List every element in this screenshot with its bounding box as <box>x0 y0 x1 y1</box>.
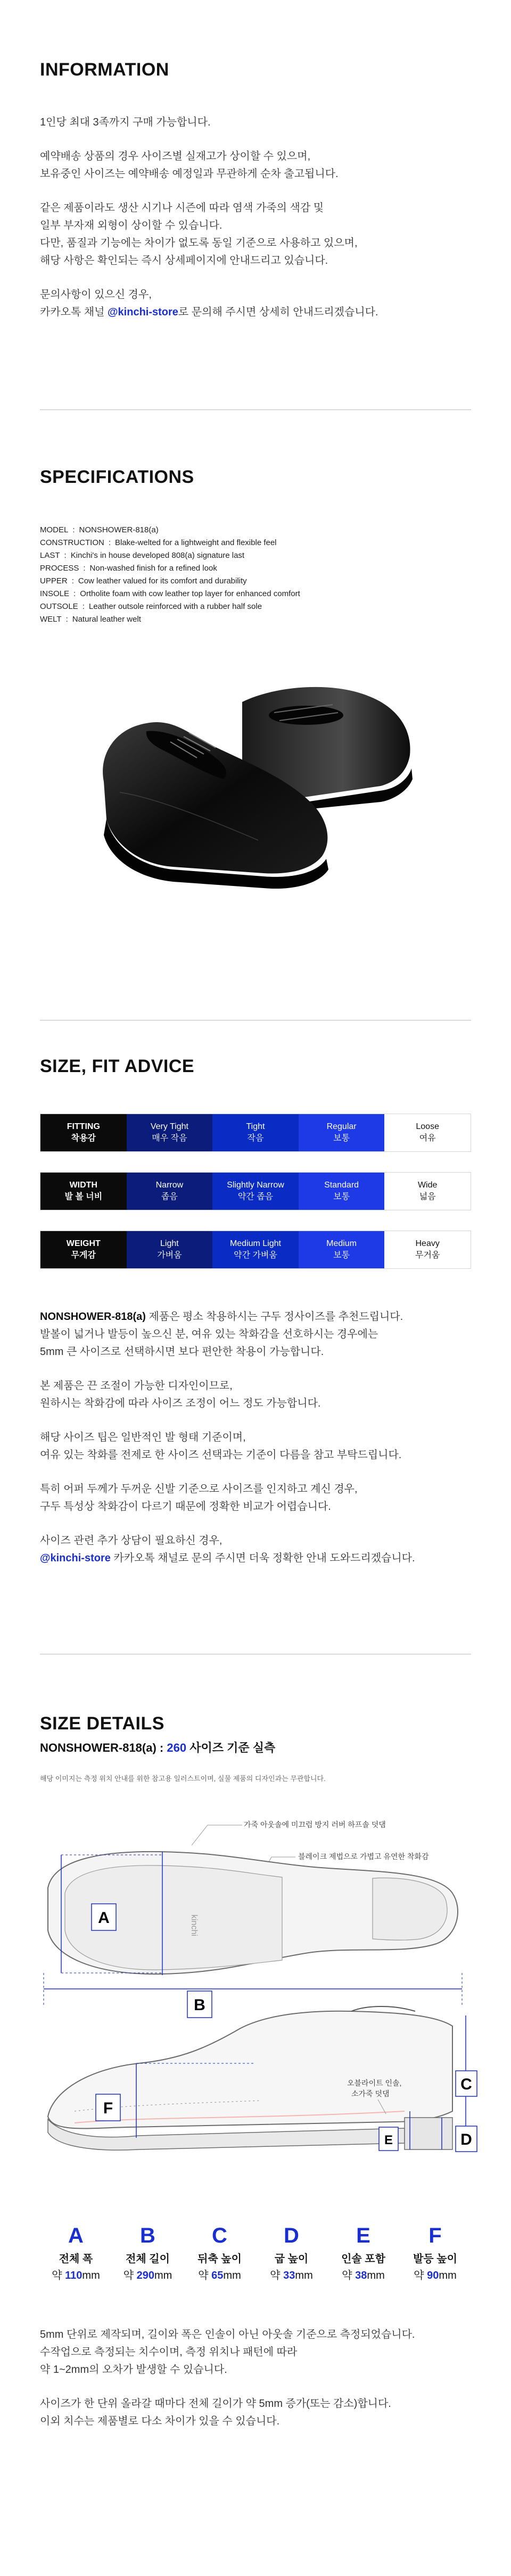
legend-prefix: 약 <box>270 2270 284 2281</box>
spec-key: OUTSOLE <box>40 602 78 611</box>
scale-cell-ko: 무거움 <box>415 1251 440 1260</box>
scale-cell <box>127 1231 213 1268</box>
width-scale-head <box>40 1173 127 1210</box>
scale-cell <box>127 1173 213 1210</box>
legend-unit: mm <box>367 2270 385 2281</box>
info-line: 1인당 최대 3족까지 구매 가능합니다. <box>40 116 211 128</box>
legend-label: 뒤축 높이 <box>197 2253 242 2265</box>
spec-row <box>40 537 300 549</box>
weight-scale <box>40 1231 471 1269</box>
spec-key: MODEL <box>40 525 69 534</box>
legend-letter: D <box>284 2224 299 2247</box>
scale-cell-en: Medium Light <box>229 1239 281 1248</box>
annotation-half-sole: 가죽 아웃솔에 미끄럼 방지 러버 하프솔 덧댐 <box>244 1820 386 1829</box>
legend-unit: mm <box>82 2270 100 2281</box>
measurement-legend <box>40 2224 471 2282</box>
spec-value: Kinchi's in house developed 808(a) signature last <box>70 551 245 560</box>
spec-key: CONSTRUCTION <box>40 538 104 547</box>
size-details-subtitle <box>40 1739 275 1755</box>
scale-cell-en: Light <box>160 1239 179 1248</box>
legend-number: 90 <box>427 2270 439 2281</box>
information-text <box>40 114 378 321</box>
section-divider <box>40 1020 471 1021</box>
legend-item <box>327 2224 399 2282</box>
scale-cell-en: Very Tight <box>150 1122 188 1131</box>
spec-separator: : <box>73 589 76 598</box>
spec-value: Leather outsole reinforced with a rubber half sole <box>88 602 262 611</box>
spec-row <box>40 575 300 588</box>
subtitle-text: 사이즈 기준 실측 <box>186 1741 276 1754</box>
legend-unit: mm <box>223 2270 241 2281</box>
legend-unit: mm <box>295 2270 313 2281</box>
annotation-insole-2: 소가죽 덧댐 <box>351 2089 390 2098</box>
spec-separator: : <box>82 602 85 611</box>
scale-cell-selected <box>299 1231 385 1268</box>
scale-cell-ko: 작음 <box>247 1134 264 1143</box>
spec-row <box>40 549 300 562</box>
spec-separator: : <box>71 576 74 586</box>
scale-cell <box>212 1173 299 1210</box>
legend-value <box>112 2266 184 2282</box>
label-e: E <box>384 2133 393 2147</box>
advice-line: 5mm 큰 사이즈로 선택하시면 보다 편안한 착용이 가능합니다. <box>40 1346 324 1358</box>
scale-cell-en: Regular <box>326 1122 357 1131</box>
specifications-title: SPECIFICATIONS <box>40 467 194 487</box>
legend-number: 38 <box>355 2270 367 2281</box>
spec-key: INSOLE <box>40 589 70 598</box>
spec-separator: : <box>65 615 68 624</box>
legend-value <box>256 2266 327 2282</box>
legend-label: 전체 길이 <box>126 2253 170 2265</box>
legend-letter: E <box>356 2224 370 2247</box>
scale-cell-en: Medium <box>326 1239 357 1248</box>
info-line: 문의사항이 있으신 경우, <box>40 289 152 300</box>
info-line: 예약배송 상품의 경우 사이즈별 실재고가 상이할 수 있으며, <box>40 150 311 162</box>
spec-separator: : <box>108 538 111 547</box>
footnote-line: 약 1~2mm의 오차가 발생할 수 있습니다. <box>40 2364 227 2376</box>
scale-cell-ko: 약간 가벼움 <box>234 1251 277 1260</box>
info-line: 일부 부자재 외형이 상이할 수 있습니다. <box>40 220 222 231</box>
legend-prefix: 약 <box>198 2270 212 2281</box>
footnote-line: 5mm 단위로 제작되며, 길이와 폭은 인솔이 아닌 아웃솔 기준으로 측정되었습니다. <box>40 2329 415 2340</box>
advice-line <box>40 1308 415 1326</box>
info-text: 로 문의해 주시면 상세히 안내드리겠습니다. <box>178 306 378 318</box>
scale-cell-ko: 약간 좁음 <box>237 1192 274 1201</box>
spec-key: WELT <box>40 615 62 624</box>
scale-cell-ko: 보통 <box>333 1134 350 1143</box>
legend-label: 굽 높이 <box>274 2253 309 2265</box>
legend-item <box>184 2224 256 2282</box>
legend-value <box>327 2266 399 2282</box>
side-heel <box>405 2118 452 2150</box>
measurement-diagram <box>32 1813 479 2186</box>
scale-cell-selected <box>299 1173 385 1210</box>
legend-label: 인솔 포함 <box>341 2253 385 2265</box>
spec-value: Non-washed finish for a refined look <box>89 564 217 573</box>
label-b: B <box>194 1996 205 2014</box>
scale-cell-ko: 매우 작음 <box>152 1134 187 1143</box>
shoe-photo <box>83 665 428 899</box>
subtitle-sep: : <box>156 1741 167 1754</box>
advice-line: 해당 사이즈 팁은 일반적인 발 형태 기준이며, <box>40 1432 246 1443</box>
info-line: 해당 사항은 확인되는 즉시 상세페이지에 안내드리고 있습니다. <box>40 255 328 266</box>
spec-value: Ortholite foam with cow leather top layer for enhanced comfort <box>80 589 300 598</box>
info-line: 다만, 품질과 기능에는 차이가 없도록 동일 기준으로 사용하고 있으며, <box>40 237 358 249</box>
footnote-line: 사이즈가 한 단위 올라갈 때마다 전체 길이가 약 5mm 증가(또는 감소)합니다. <box>40 2398 391 2410</box>
legend-letter: C <box>212 2224 227 2247</box>
kakao-channel-link[interactable]: @kinchi-store <box>108 306 178 318</box>
info-text: 카카오톡 채널 <box>40 306 108 318</box>
scale-cell-en: Narrow <box>155 1181 184 1190</box>
scale-head-ko: 발 볼 너비 <box>64 1192 103 1201</box>
annotation-insole-1: 오블라이트 인솔, <box>347 2079 402 2087</box>
legend-label: 발등 높이 <box>413 2253 457 2265</box>
footnote-line: 수작업으로 측정되는 치수이며, 측정 위치나 패턴에 따라 <box>40 2346 298 2358</box>
insole-brand: kinchi <box>189 1914 199 1936</box>
legend-item <box>399 2224 471 2282</box>
legend-item <box>40 2224 112 2282</box>
spec-row <box>40 588 300 600</box>
spec-separator: : <box>72 525 75 534</box>
scale-cell-ko: 넓음 <box>419 1192 436 1201</box>
advice-line: 여유 있는 착화를 전제로 한 사이즈 선택과는 기준이 다름을 참고 부탁드립니다. <box>40 1449 402 1461</box>
model-name: NONSHOWER-818(a) <box>40 1311 146 1323</box>
subtitle-model: NONSHOWER-818(a) <box>40 1741 156 1754</box>
spec-row <box>40 600 300 613</box>
section-divider <box>40 409 471 410</box>
legend-value <box>40 2266 112 2282</box>
subtitle-size: 260 <box>167 1741 187 1754</box>
scale-cell-en: Slightly Narrow <box>227 1181 284 1190</box>
legend-unit: mm <box>154 2270 172 2281</box>
scale-cell-ko: 좁음 <box>161 1192 178 1201</box>
spec-value: NONSHOWER-818(a) <box>79 525 159 534</box>
fit-advice-title: SIZE, FIT ADVICE <box>40 1056 195 1076</box>
fit-advice-text <box>40 1308 415 1567</box>
scale-cell-en: Heavy <box>415 1239 440 1248</box>
spec-key: LAST <box>40 551 60 560</box>
scale-cell-en: Wide <box>417 1181 438 1190</box>
scale-cell-en: Loose <box>416 1122 439 1131</box>
legend-letter: B <box>140 2224 155 2247</box>
leader-line <box>192 1825 242 1845</box>
footnote-line: 이외 치수는 제품별로 다소 차이가 있을 수 있습니다. <box>40 2415 280 2427</box>
legend-letter: A <box>68 2224 84 2247</box>
spec-value: Blake-welted for a lightweight and flexible feel <box>115 538 277 547</box>
legend-letter: F <box>428 2224 442 2247</box>
label-a: A <box>98 1909 110 1927</box>
label-d: D <box>460 2131 472 2148</box>
spec-list <box>40 524 300 626</box>
advice-line: 특히 어퍼 두께가 두꺼운 신발 기준으로 사이즈를 인지하고 계신 경우, <box>40 1483 358 1495</box>
spec-value: Cow leather valued for its comfort and durability <box>78 576 247 586</box>
advice-text: 카카오톡 채널로 문의 주시면 더욱 정확한 안내 도와드리겠습니다. <box>110 1552 415 1564</box>
fitting-scale-head <box>40 1114 127 1151</box>
scale-cell-ko: 보통 <box>333 1192 350 1201</box>
legend-label: 전체 폭 <box>59 2253 93 2265</box>
scale-cell-en: Tight <box>246 1122 265 1131</box>
spec-separator: : <box>83 564 86 573</box>
spec-row <box>40 613 300 626</box>
scale-cell-selected <box>299 1114 385 1151</box>
scale-head-ko: 착용감 <box>71 1134 96 1143</box>
information-title: INFORMATION <box>40 60 169 80</box>
spec-row <box>40 524 300 537</box>
scale-head-en: FITTING <box>67 1122 100 1131</box>
label-f: F <box>103 2100 113 2117</box>
illustration-note: 해당 이미지는 측정 위치 안내를 위한 참고용 일러스트이며, 실물 제품의 디자인과는 무관합니다. <box>40 1775 326 1783</box>
scale-cell <box>384 1173 471 1210</box>
advice-line: 본 제품은 끈 조절이 가능한 디자인이므로, <box>40 1380 233 1392</box>
label-c: C <box>460 2076 472 2093</box>
scale-head-ko: 무게감 <box>71 1251 96 1260</box>
details-footnote <box>40 2326 415 2430</box>
legend-number: 110 <box>65 2270 83 2281</box>
advice-line: 원하시는 착화감에 따라 사이즈 조정이 어느 정도 가능합니다. <box>40 1398 321 1409</box>
legend-value <box>184 2266 256 2282</box>
legend-value <box>399 2266 471 2282</box>
weight-scale-head <box>40 1231 127 1268</box>
advice-line <box>40 1550 415 1567</box>
legend-number: 33 <box>283 2270 295 2281</box>
spec-row <box>40 562 300 575</box>
collar-line <box>351 2006 415 2011</box>
annotation-blake: 블레이크 제법으로 가볍고 유연한 착화감 <box>298 1852 429 1861</box>
spec-value: Natural leather welt <box>72 615 141 624</box>
kakao-channel-link[interactable]: @kinchi-store <box>40 1552 111 1564</box>
legend-number: 290 <box>136 2270 154 2281</box>
scale-cell <box>127 1114 213 1151</box>
fitting-scale <box>40 1114 471 1152</box>
advice-line: 발볼이 넓거나 발등이 높으신 분, 여유 있는 착화감을 선호하시는 경우에는 <box>40 1328 378 1340</box>
width-scale <box>40 1172 471 1210</box>
legend-unit: mm <box>439 2270 457 2281</box>
legend-item <box>256 2224 327 2282</box>
spec-key: UPPER <box>40 576 68 586</box>
scale-cell <box>212 1231 299 1268</box>
scale-cell-ko: 가벼움 <box>157 1251 182 1260</box>
scale-head-en: WIDTH <box>69 1181 98 1190</box>
legend-prefix: 약 <box>414 2270 427 2281</box>
info-line: 같은 제품이라도 생산 시기나 시즌에 따라 염색 가죽의 색감 및 <box>40 202 324 214</box>
scale-cell <box>212 1114 299 1151</box>
legend-prefix: 약 <box>52 2270 65 2281</box>
advice-line: 사이즈 관련 추가 상담이 필요하신 경우, <box>40 1535 222 1546</box>
scale-cell-en: Standard <box>324 1181 359 1190</box>
scale-cell-ko: 여유 <box>419 1134 436 1143</box>
scale-cell <box>384 1114 471 1151</box>
legend-prefix: 약 <box>123 2270 137 2281</box>
size-details-title: SIZE DETAILS <box>40 1713 164 1734</box>
advice-text: 제품은 평소 착용하시는 구두 정사이즈를 추천드립니다. <box>145 1311 403 1323</box>
info-line: 보유중인 사이즈는 예약배송 예정일과 무관하게 순차 출고됩니다. <box>40 168 339 180</box>
legend-prefix: 약 <box>342 2270 356 2281</box>
legend-item <box>112 2224 184 2282</box>
scale-head-en: WEIGHT <box>66 1239 101 1248</box>
scale-cell <box>384 1231 471 1268</box>
scale-cell-ko: 보통 <box>333 1251 350 1260</box>
legend-number: 65 <box>211 2270 224 2281</box>
spec-key: PROCESS <box>40 564 79 573</box>
info-line <box>40 304 378 321</box>
spec-separator: : <box>64 551 67 560</box>
advice-line: 구두 특성상 착화감이 다르기 때문에 정확한 비교가 어렵습니다. <box>40 1501 331 1512</box>
